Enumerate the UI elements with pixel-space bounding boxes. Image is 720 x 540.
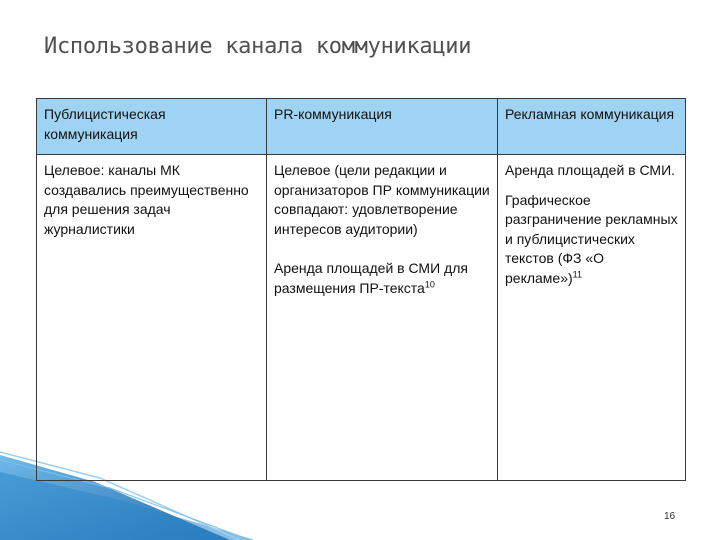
footnote-ref-11: 11 xyxy=(572,268,583,279)
table-header-row xyxy=(37,99,686,155)
cell-advertising xyxy=(498,155,686,481)
cell-pr-paragraph-2 xyxy=(274,259,492,298)
cell-advertising-paragraph-1: Аренда площадей в СМИ. xyxy=(505,162,676,178)
page-number: 16 xyxy=(664,511,676,522)
cell-publicistic-text: Целевое: каналы МК создавались преимущественно для решения задач журналистики xyxy=(44,162,249,237)
footnote-ref-10: 10 xyxy=(424,278,435,289)
cell-advertising-paragraph-2-text: Графическое разграничение рекламных и публицистических текстов (ФЗ «О рекламе») xyxy=(505,191,678,286)
slide-title: Использование канала коммуникации xyxy=(44,34,472,59)
header-advertising: Рекламная коммуникация xyxy=(498,99,686,155)
header-pr: PR-коммуникация xyxy=(267,99,498,155)
cell-pr xyxy=(267,155,498,481)
cell-advertising-paragraph-2 xyxy=(505,191,680,289)
cell-publicistic xyxy=(37,155,267,481)
table-row xyxy=(37,155,686,481)
cell-pr-paragraph-2-text: Аренда площадей в СМИ для размещения ПР-текста xyxy=(274,260,468,296)
cell-pr-paragraph-1: Целевое (цели редакции и организаторов ПР коммуникации совпадают: удовлетворение интересов аудитории) xyxy=(274,162,490,237)
header-publicistic: Публицистическая коммуникация xyxy=(37,99,267,155)
comparison-table xyxy=(36,98,686,481)
